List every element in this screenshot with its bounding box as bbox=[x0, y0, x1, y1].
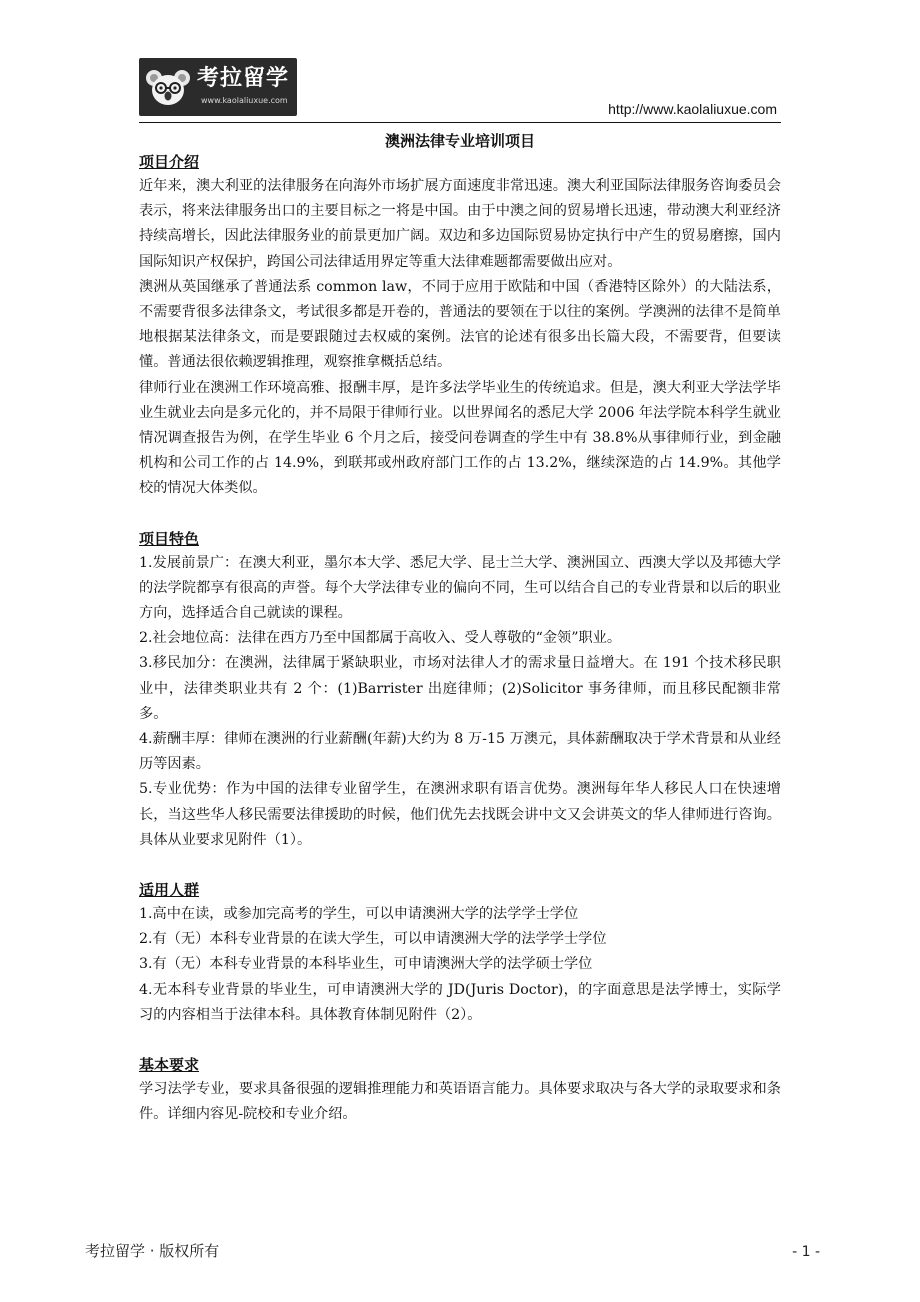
header-divider bbox=[139, 122, 781, 123]
list-item: 4.薪酬丰厚：律师在澳洲的行业薪酬(年薪)大约为 8 万-15 万澳元，具体薪酬取决于学术背景和从业经历等因素。 bbox=[139, 731, 781, 773]
paragraph: 近年来，澳大利亚的法律服务在向海外市场扩展方面速度非常迅速。澳大利亚国际法律服务咨询委员会表示，将来法律服务出口的主要目标之一将是中国。由于中澳之间的贸易增长迅速，带动澳大利亚经济持续高增长，因此法律服务业的前景更加广阔。双边和多边国际贸易协定执行中产生的贸易磨擦，国内国际知识产权保护，跨国公司法律适用界定等重大法律难题都需要做出应对。 bbox=[139, 178, 781, 270]
list-item: 1.发展前景广：在澳大利亚，墨尔本大学、悉尼大学、昆士兰大学、澳洲国立、西澳大学以及邦德大学的法学院都享有很高的声誉。每个大学法律专业的偏向不同，生可以结合自己的专业背景和以后的职业方向，选择适合自己就读的课程。 bbox=[139, 554, 781, 622]
paragraph: 律师行业在澳洲工作环境高雅、报酬丰厚，是许多法学毕业生的传统追求。但是，澳大利亚大学法学毕业生就业去向是多元化的，并不局限于律师行业。以世界闻名的悉尼大学 2006 年法学院本科学生就业情况调查报告为例，在学生毕业 6 个月之后，接受问卷调查的学生中有 38.8%从事律师行业，到金融机构和公司工作的占 14.9%，到联邦或州政府部门工作的占 13.2%，继续深造的占 14.9%。其他学校的情况大体类似。 bbox=[139, 379, 781, 497]
header-url[interactable]: http://www.kaolaliuxue.com bbox=[608, 101, 777, 117]
list-item: 3.有（无）本科专业背景的本科毕业生，可申请澳洲大学的法学硕士学位 bbox=[139, 956, 593, 973]
logo bbox=[139, 58, 297, 116]
footer-copyright: 考拉留学 · 版权所有 bbox=[85, 1242, 220, 1260]
section-features bbox=[139, 527, 781, 853]
logo-title: 考拉留学 bbox=[197, 66, 290, 91]
list-item: 3.移民加分：在澳洲，法律属于紧缺职业，市场对法律人才的需求量日益增大。在 191 个技术移民职业中，法律类职业共有 2 个：(1)Barrister 出庭律师；(2)Solicitor 事务律师，而且移民配额非常多。 bbox=[139, 655, 781, 722]
section-heading: 基本要求 bbox=[139, 1056, 200, 1075]
list-item: 4.无本科专业背景的毕业生，可申请澳洲大学的 JD(Juris Doctor)，的字面意思是法学博士，实际学习的内容相当于法律本科。具体教育体制见附件（2）。 bbox=[139, 981, 781, 1023]
list-item: 2.有（无）本科专业背景的在读大学生，可以申请澳洲大学的法学学士学位 bbox=[139, 931, 607, 948]
page-number: - 1 - bbox=[792, 1244, 820, 1260]
paragraph: 学习法学专业，要求具备很强的逻辑推理能力和英语语言能力。具体要求取决与各大学的录取要求和条件。详细内容见-院校和专业介绍。 bbox=[139, 1081, 781, 1123]
document-body bbox=[139, 150, 781, 1153]
section-target-group bbox=[139, 878, 781, 1028]
section-heading: 项目特色 bbox=[139, 529, 200, 548]
list-item: 1.高中在读，或参加完高考的学生，可以申请澳洲大学的法学学士学位 bbox=[139, 906, 579, 923]
document-title: 澳洲法律专业培训项目 bbox=[384, 132, 535, 150]
paragraph: 澳洲从英国继承了普通法系 common law，不同于应用于欧陆和中国（香港特区除外）的大陆法系，不需要背很多法律条文，考试很多都是开卷的，普通法的要领在于以往的案例。学澳洲的法律不是简单地根据某法律条文，而是要跟随过去权威的案例。法官的论述有很多出长篇大段，不需要背，但要读懂。普通法很依赖逻辑推理，观察推拿概括总结。 bbox=[139, 278, 781, 371]
koala-icon bbox=[145, 64, 191, 110]
list-item: 5.专业优势：作为中国的法律专业留学生，在澳洲求职有语言优势。澳洲每年华人移民人口在快速增长，当这些华人移民需要法律援助的时候，他们优先去找既会讲中文又会讲英文的华人律师进行咨询。具体从业要求见附件（1）。 bbox=[139, 781, 781, 848]
section-requirements bbox=[139, 1053, 781, 1127]
logo-url: www.kaolaliuxue.com bbox=[201, 96, 288, 105]
list-item: 2.社会地位高：法律在西方乃至中国都属于高收入、受人尊敬的“金领”职业。 bbox=[139, 630, 622, 647]
section-heading: 适用人群 bbox=[139, 881, 200, 900]
section-introduction bbox=[139, 150, 781, 502]
section-heading: 项目介绍 bbox=[139, 153, 200, 171]
